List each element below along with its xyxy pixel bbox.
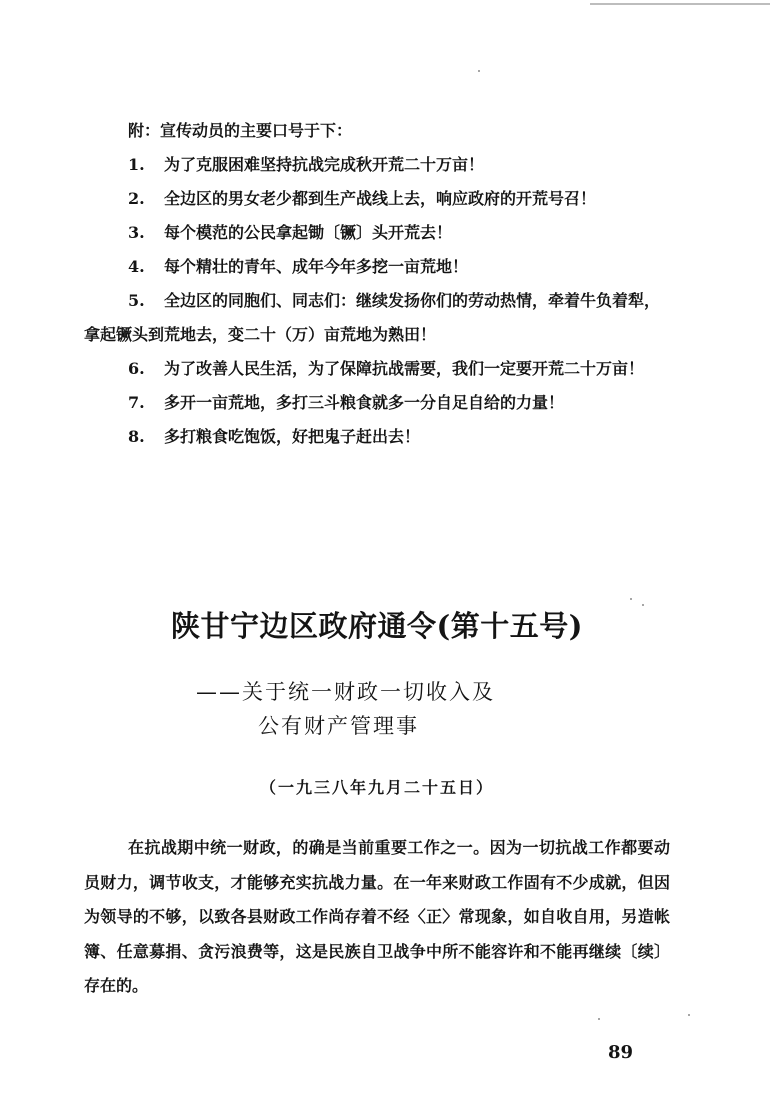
slogan-item-1: [84, 148, 670, 182]
slogan-number: 1.: [128, 155, 145, 174]
scan-speck: [642, 604, 644, 606]
slogan-item-6: [84, 352, 670, 386]
slogan-text: 为了克服困难坚持抗战完成秋开荒二十万亩！: [164, 155, 485, 174]
decree-body-paragraph: 在抗战期中统一财政，的确是当前重要工作之一。因为一切抗战工作都要动员财力，调节收支，才能够充实抗战力量。在一年来财政工作固有不少成就，但因为领导的不够，以致各县财政工作尚存着不经〈正〉常现象，如自收自用，另造帐簿、任意募捐、贪污浪费等，这是民族自卫战争中所不能容许和不能再继续〔续〕存在的。: [84, 838, 670, 995]
slogan-number: 2.: [128, 189, 145, 208]
scan-speck: [478, 70, 480, 72]
slogan-number: 7.: [128, 393, 145, 412]
slogan-number: 8.: [128, 427, 145, 446]
slogan-number: 5.: [128, 291, 145, 310]
slogan-text: 为了改善人民生活，为了保障抗战需要，我们一定要开荒二十万亩！: [164, 359, 645, 378]
slogan-item-7: [84, 386, 670, 420]
slogan-item-2: [84, 182, 670, 216]
subtitle-line-2: 公有财产管理事: [258, 714, 419, 738]
decree-date: （一九三八年九月二十五日）: [259, 778, 494, 797]
slogan-intro: 附：宣传动员的主要口号于下：: [128, 121, 353, 140]
slogan-text: 多打粮食吃饱饭，好把鬼子赶出去！: [164, 427, 421, 446]
slogan-item-4: [84, 250, 670, 284]
decree-title: 陕甘宁边区政府通令(第十五号): [171, 609, 583, 643]
slogan-text: 多开一亩荒地，多打三斗粮食就多一分自足自给的力量！: [164, 393, 565, 412]
slogan-number: 3.: [128, 223, 145, 242]
slogan-item-5: [84, 284, 670, 352]
slogan-text: 全边区的男女老少都到生产战线上去，响应政府的开荒号召！: [164, 189, 597, 208]
slogan-text: 每个精壮的青年、成年今年多挖一亩荒地！: [164, 257, 469, 276]
subtitle-line-1: ——关于统一财政一切收入及: [196, 680, 495, 704]
slogan-number: 6.: [128, 359, 145, 378]
slogan-number: 4.: [128, 257, 145, 276]
slogan-text: 每个模范的公民拿起锄〔镢〕头开荒去！: [164, 223, 453, 242]
slogan-text: 全边区的同胞们、同志们：继续发扬你们的劳动热情，牵着牛负着犁，拿起镢头到荒地去，变二十（万）亩荒地为熟田！: [84, 291, 661, 344]
scan-speck: [630, 598, 632, 600]
decree-subtitle: [196, 675, 616, 743]
slogan-item-8: [84, 420, 670, 454]
slogan-list: [84, 114, 670, 454]
scan-speck: [688, 1014, 690, 1016]
page-number: 89: [608, 1042, 634, 1063]
slogan-item-3: [84, 216, 670, 250]
scan-speck: [598, 1018, 600, 1020]
